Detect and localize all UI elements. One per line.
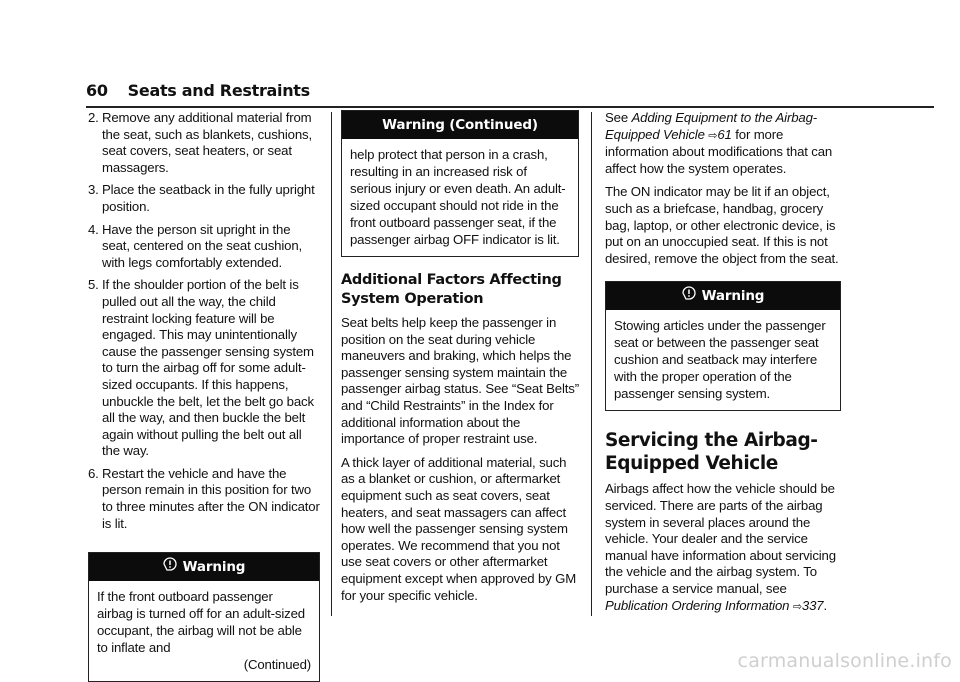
column-right [605, 110, 841, 622]
paragraph: See Adding Equipment to the Airbag-Equipped Vehicle ⇨61 for more information about modifications that can affect how the system operates. [605, 110, 833, 176]
column-divider [591, 112, 592, 616]
column-middle [341, 110, 579, 611]
warning-body: help protect that person in a crash, resulting in an increased risk of serious injury or even death. An adult-sized occupant should not ride in the front outboard passenger seat, if the passenger airbag OFF indicator is lit. [350, 147, 566, 247]
warning-header: Warning [606, 282, 840, 310]
paragraph: Seat belts help keep the passenger in position on the seat during vehicle maneuvers and braking, which helps the passenger sensing system maintain the passenger airbag status. See “Seat Belts” and “Child Restraints” in the Index for additional information about the importance of proper restraint use. [341, 315, 579, 447]
list-item: 2. Remove any additional material from the seat, such as blankets, cushions, seat covers, seat heaters, or seat massagers. [88, 110, 312, 175]
paragraph: The ON indicator may be lit if an object, such as a briefcase, handbag, grocery bag, laptop, or other electronic device, is put on an unoccupied seat. If this is not desired, remove the object from the seat. [605, 184, 839, 266]
warning-box [88, 552, 320, 682]
column-left [88, 110, 320, 682]
column-divider [331, 112, 332, 616]
warning-box [341, 110, 579, 257]
warning-icon [682, 283, 696, 311]
cross-reference-link[interactable]: Adding Equipment to the Airbag-Equipped Vehicle [605, 110, 817, 142]
instruction-steps [88, 110, 320, 532]
list-item: 6. Restart the vehicle and have the person remain in this position for two to three minutes after the ON indicator is lit. [88, 465, 320, 531]
warning-body: If the front outboard passenger airbag is turned off for an adult-sized occupant, the airbag will not be able to inflate and (Continued) [97, 589, 311, 673]
cross-reference-link[interactable]: Publication Ordering Information [605, 597, 790, 613]
page-number: 60 [86, 81, 108, 100]
header-rule [86, 106, 934, 108]
section-heading: Additional Factors Affecting System Operation [341, 272, 562, 307]
watermark: carmanualsonline.info [737, 650, 952, 672]
continued-label: (Continued) [243, 657, 311, 673]
section-title: Seats and Restraints [127, 81, 310, 100]
paragraph: A thick layer of additional material, such as a blanket or cushion, or aftermarket equipment such as seat covers, seat heaters, and seat massagers can affect how well the passenger sensing system operates. We recommend that you not use seat covers or other aftermarket equipment except when approved by GM for your specific vehicle. [341, 454, 577, 603]
section-heading: Servicing the Airbag-Equipped Vehicle [605, 430, 818, 475]
warning-icon [163, 554, 177, 582]
paragraph: Airbags affect how the vehicle should be serviced. There are parts of the airbag system in several places around the vehicle. Your dealer and the service manual have information about servicing the vehicle and the airbag system. To purchase a service manual, see Publication Ordering Information ⇨337. [605, 481, 836, 613]
list-item: 4. Have the person sit upright in the seat, centered on the seat cushion, with legs comfortably extended. [88, 221, 303, 270]
page-reference[interactable]: 337 [801, 597, 824, 613]
warning-header: Warning [89, 553, 319, 581]
page-reference-icon: ⇨ [792, 600, 802, 613]
page-header [86, 81, 876, 107]
warning-box [605, 281, 841, 411]
page-reference-icon: ⇨ [708, 129, 718, 142]
warning-body: Stowing articles under the passenger seat or between the passenger seat cushion and seatback may interfere with the proper operation of the passenger sensing system. [614, 318, 826, 402]
list-item: 3. Place the seatback in the fully upright position. [88, 182, 315, 214]
page-reference[interactable]: 61 [717, 126, 732, 142]
warning-header: Warning (Continued) [342, 111, 578, 139]
list-item: 5. If the shoulder portion of the belt is pulled out all the way, the child restraint locking feature will be engaged. This may unintentionally cause the passenger sensing system to turn the airbag off for some adult-sized occupants. If this happens, unbuckle the belt, let the belt go back all the way, and then buckle the belt again without pulling the belt out all the way. [88, 277, 314, 459]
